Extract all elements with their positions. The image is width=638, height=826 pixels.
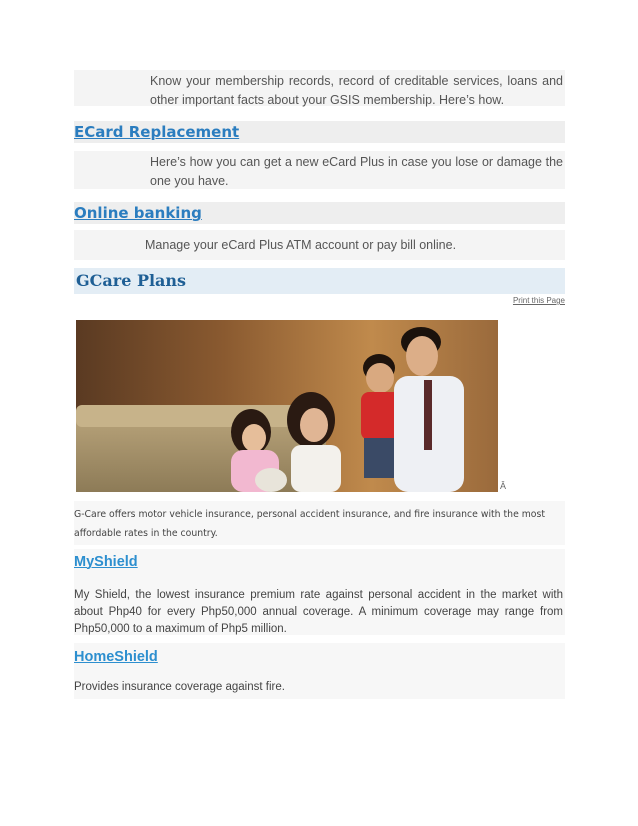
online-banking-heading[interactable] <box>74 202 565 224</box>
ecard-block <box>74 151 565 189</box>
ecard-text: Here’s how you can get a new eCard Plus in case you lose or damage the one you have. <box>150 155 563 188</box>
membership-block <box>74 70 565 106</box>
gcare-plans-heading <box>74 268 565 294</box>
family-photo-image <box>76 320 498 492</box>
online-banking-block <box>74 230 565 260</box>
online-banking-text: Manage your eCard Plus ATM account or pay bill online. <box>145 238 457 252</box>
homeshield-heading[interactable]: HomeShield <box>74 649 158 665</box>
homeshield-block <box>74 643 565 699</box>
myshield-text: My Shield, the lowest insurance premium rate against personal accident in the market with about Php40 for every Php50,000 annual coverage. A minimum coverage may range from Php50,000 to a maximum of Php5 million. <box>74 589 563 635</box>
ecard-replacement-title[interactable]: ECard Replacement <box>74 123 240 141</box>
gcare-intro-text: G-Care offers motor vehicle insurance, personal accident insurance, and fire insurance with the most affordable rates in the country. <box>74 509 545 539</box>
family-photo <box>76 320 498 492</box>
membership-text: Know your membership records, record of creditable services, loans and other important facts about your GSIS membership. Here’s how. <box>150 74 563 107</box>
myshield-heading[interactable]: MyShield <box>74 554 138 570</box>
gcare-plans-title: GCare Plans <box>76 271 187 290</box>
myshield-block <box>74 549 565 635</box>
online-banking-title[interactable]: Online banking <box>74 204 202 222</box>
ecard-replacement-heading[interactable] <box>74 121 565 143</box>
gcare-intro-block <box>74 501 565 545</box>
stray-character: Â <box>500 481 507 491</box>
homeshield-text: Provides insurance coverage against fire. <box>74 681 285 693</box>
print-page-link[interactable]: Print this Page <box>512 296 565 305</box>
